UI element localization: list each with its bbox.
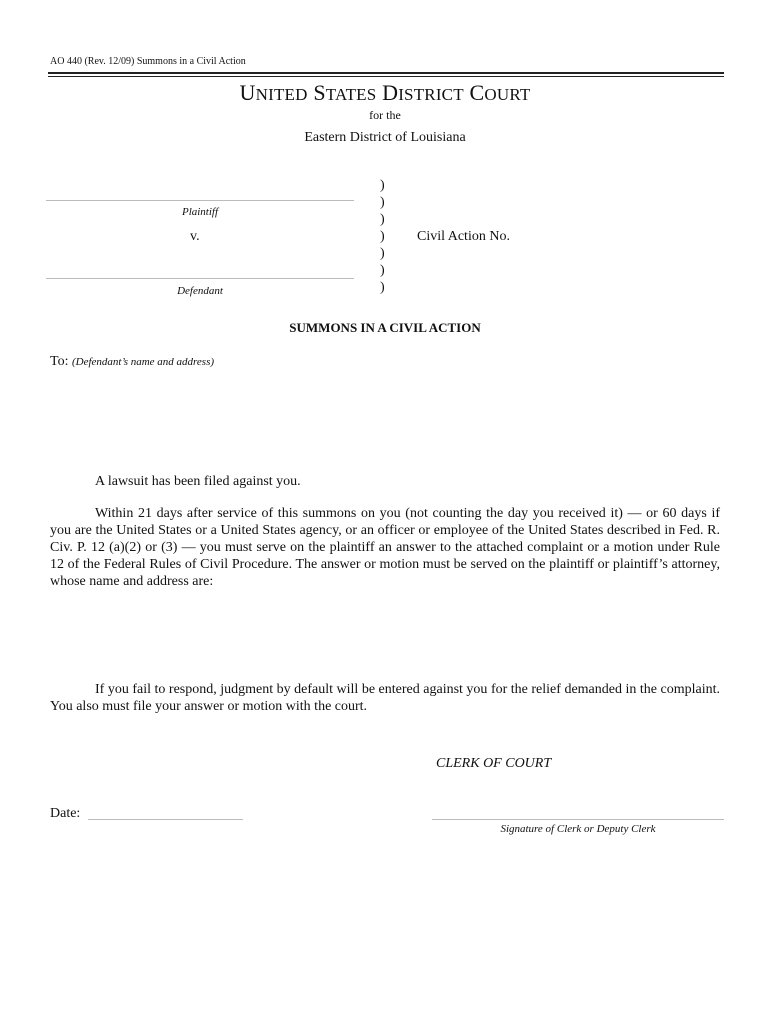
defendant-field[interactable] xyxy=(46,278,354,279)
caption-paren: ) xyxy=(380,178,385,193)
to-hint: (Defendant’s name and address) xyxy=(71,356,215,368)
district-name: Eastern District of Louisiana xyxy=(304,130,466,145)
date-label: Date: xyxy=(50,806,81,821)
signature-label: Signature of Clerk or Deputy Clerk xyxy=(500,823,656,835)
to-label: To: xyxy=(50,354,69,369)
for-the: for the xyxy=(369,108,401,122)
court-title: UNITED STATES DISTRICT COURT xyxy=(239,80,531,105)
response-paragraph: Within 21 days after service of this summons on you (not counting the day you received it) — or 60 days if you are the United States or a United States agency, or an officer or employee of the United States described in Fed. R. Civ. P. 12 (a)(2) or (3) — you must serve on the plaintiff an answer to the attached complaint or a motion under Rule 12 of the Federal Rules of Civil Procedure. The answer or motion must be served on the plaintiff or plaintiff’s attorney, whose name and address are: xyxy=(50,506,720,589)
caption-paren: ) xyxy=(380,263,385,278)
lawsuit-paragraph: A lawsuit has been filed against you. xyxy=(95,474,301,489)
caption-paren: ) xyxy=(380,212,385,227)
header-rule-thick xyxy=(48,72,724,74)
signature-field[interactable] xyxy=(432,819,724,820)
versus-label: v. xyxy=(190,229,200,244)
clerk-of-court: CLERK OF COURT xyxy=(436,756,552,771)
plaintiff-label: Plaintiff xyxy=(181,206,219,218)
caption-paren: ) xyxy=(380,280,385,295)
summons-heading: SUMMONS IN A CIVIL ACTION xyxy=(289,320,481,335)
defendant-label: Defendant xyxy=(177,285,223,297)
form-id: AO 440 (Rev. 12/09) Summons in a Civil Action xyxy=(50,56,246,67)
plaintiff-field[interactable] xyxy=(46,200,354,201)
caption-paren: ) xyxy=(380,195,385,210)
date-field[interactable] xyxy=(88,819,243,820)
caption-paren: ) xyxy=(380,229,385,244)
header-rule-thin xyxy=(48,76,724,77)
civil-action-label: Civil Action No. xyxy=(417,229,510,244)
default-paragraph: If you fail to respond, judgment by default will be entered against you for the relief demanded in the complaint. You also must file your answer or motion with the court. xyxy=(50,682,720,714)
caption-paren: ) xyxy=(380,246,385,261)
to-line xyxy=(50,354,214,370)
